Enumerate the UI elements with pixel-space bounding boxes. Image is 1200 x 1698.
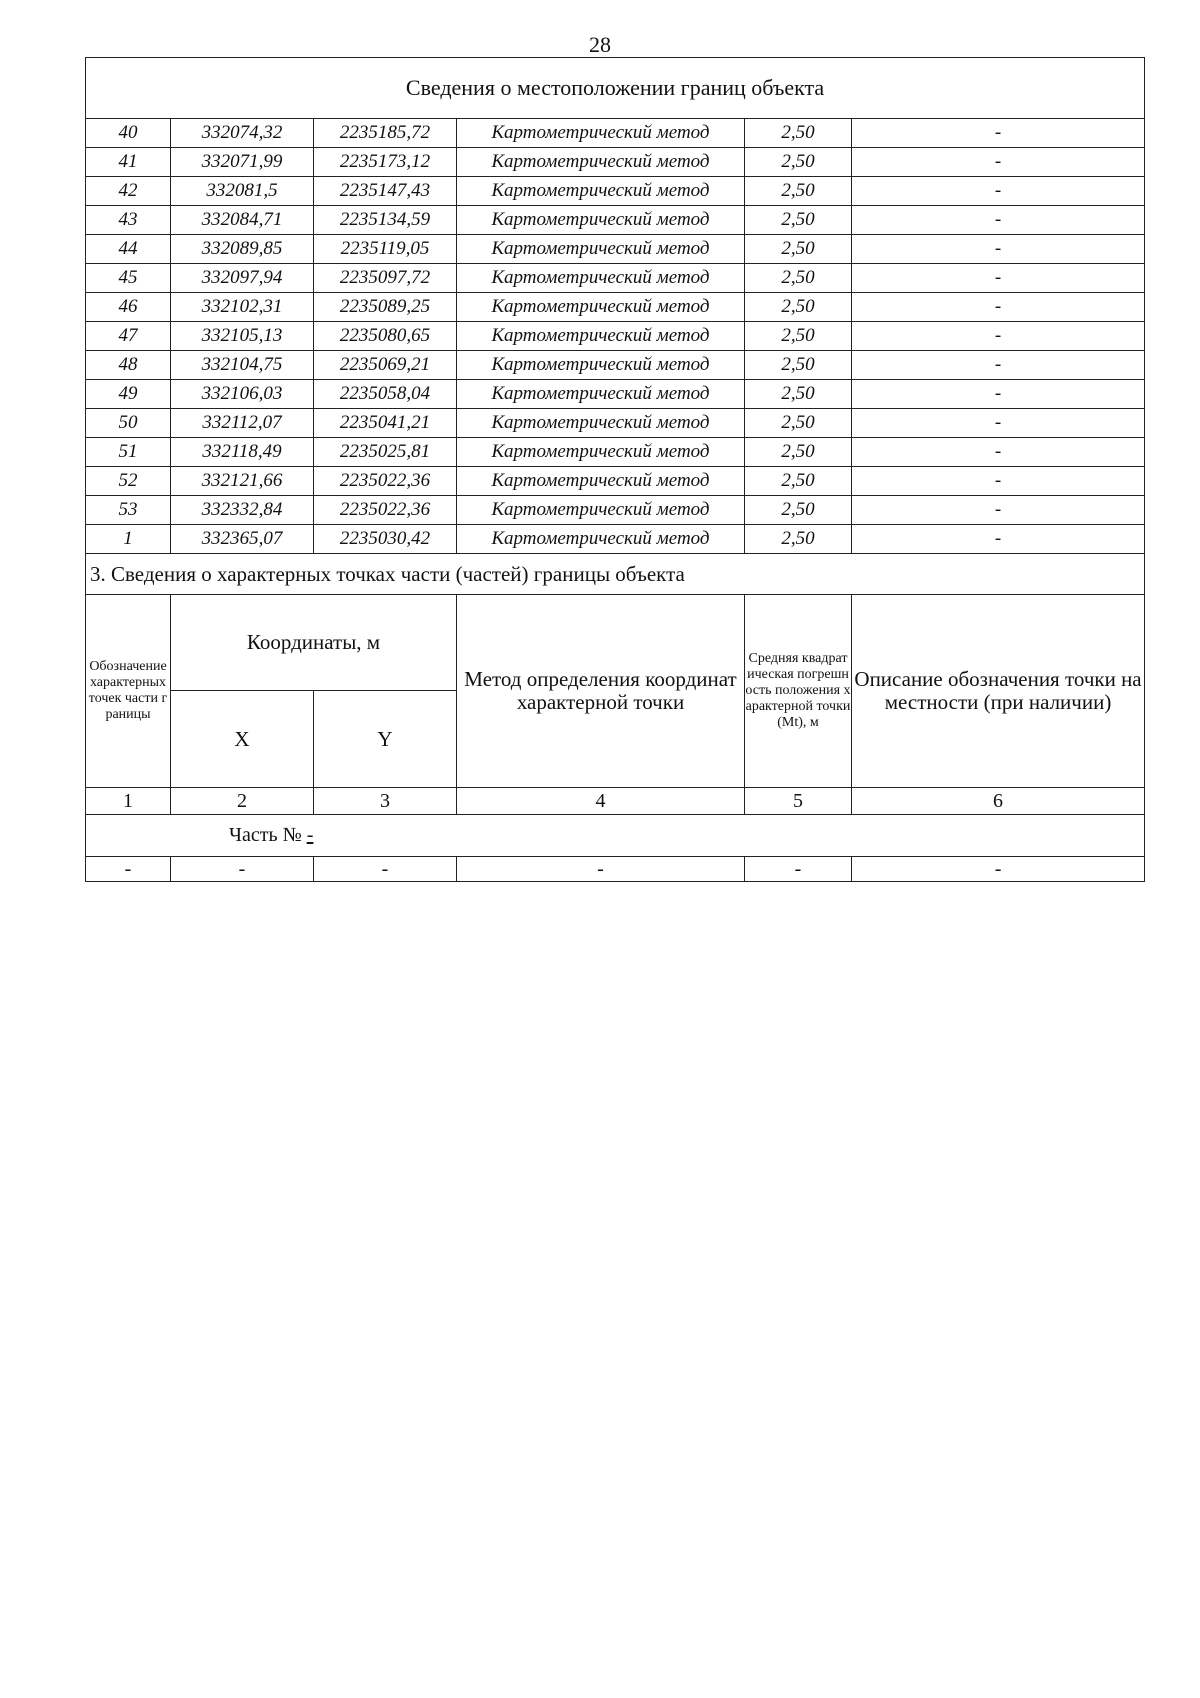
accuracy-cell: 2,50 <box>745 293 852 322</box>
x-coordinate-cell: 332106,03 <box>171 380 314 409</box>
y-coordinate-cell: 2235030,42 <box>314 525 457 554</box>
table-row <box>86 264 1145 293</box>
description-cell: - <box>852 148 1145 177</box>
method-cell: Картометрический метод <box>457 496 745 525</box>
description-cell: - <box>852 322 1145 351</box>
y-coordinate-cell: 2235069,21 <box>314 351 457 380</box>
y-coordinate-cell: 2235119,05 <box>314 235 457 264</box>
x-coordinate-cell: 332104,75 <box>171 351 314 380</box>
empty-part-row <box>86 857 1145 882</box>
table-row <box>86 380 1145 409</box>
x-coordinate-cell: 332365,07 <box>171 525 314 554</box>
accuracy-cell: 2,50 <box>745 351 852 380</box>
method-cell: Картометрический метод <box>457 380 745 409</box>
accuracy-cell: 2,50 <box>745 380 852 409</box>
description-cell: - <box>852 264 1145 293</box>
table-row <box>86 322 1145 351</box>
table-row <box>86 467 1145 496</box>
y-coordinate-cell: 2235080,65 <box>314 322 457 351</box>
table-row <box>86 496 1145 525</box>
description-cell: - <box>852 235 1145 264</box>
accuracy-cell: 2,50 <box>745 119 852 148</box>
y-coordinate-cell: 2235022,36 <box>314 467 457 496</box>
accuracy-cell: 2,50 <box>745 525 852 554</box>
description-cell: - <box>852 525 1145 554</box>
table-row <box>86 119 1145 148</box>
accuracy-cell: 2,50 <box>745 148 852 177</box>
accuracy-cell: 2,50 <box>745 467 852 496</box>
empty-cell: - <box>314 857 457 882</box>
point-number-cell: 52 <box>86 467 171 496</box>
method-cell: Картометрический метод <box>457 235 745 264</box>
header-coordinates: Координаты, м <box>171 595 457 691</box>
y-coordinate-cell: 2235147,43 <box>314 177 457 206</box>
method-cell: Картометрический метод <box>457 351 745 380</box>
y-coordinate-cell: 2235134,59 <box>314 206 457 235</box>
column-number: 6 <box>852 788 1145 815</box>
accuracy-cell: 2,50 <box>745 322 852 351</box>
description-cell: - <box>852 438 1145 467</box>
accuracy-cell: 2,50 <box>745 496 852 525</box>
x-coordinate-cell: 332102,31 <box>171 293 314 322</box>
table-row <box>86 351 1145 380</box>
y-coordinate-cell: 2235185,72 <box>314 119 457 148</box>
description-cell: - <box>852 351 1145 380</box>
method-cell: Картометрический метод <box>457 264 745 293</box>
table-row <box>86 409 1145 438</box>
table-row <box>86 177 1145 206</box>
description-cell: - <box>852 467 1145 496</box>
point-number-cell: 43 <box>86 206 171 235</box>
y-coordinate-cell: 2235097,72 <box>314 264 457 293</box>
x-coordinate-cell: 332332,84 <box>171 496 314 525</box>
x-coordinate-cell: 332074,32 <box>171 119 314 148</box>
description-cell: - <box>852 206 1145 235</box>
method-cell: Картометрический метод <box>457 293 745 322</box>
y-coordinate-cell: 2235041,21 <box>314 409 457 438</box>
accuracy-cell: 2,50 <box>745 409 852 438</box>
x-coordinate-cell: 332097,94 <box>171 264 314 293</box>
section3-row <box>86 554 1145 595</box>
description-cell: - <box>852 119 1145 148</box>
y-coordinate-cell: 2235022,36 <box>314 496 457 525</box>
header-y: Y <box>314 691 457 788</box>
accuracy-cell: 2,50 <box>745 438 852 467</box>
table-title: Сведения о местоположении границ объекта <box>86 58 1145 119</box>
header-description: Описание обозначения точки на местности (при наличии) <box>852 595 1145 788</box>
column-number: 5 <box>745 788 852 815</box>
method-cell: Картометрический метод <box>457 119 745 148</box>
column-number: 4 <box>457 788 745 815</box>
method-cell: Картометрический метод <box>457 409 745 438</box>
method-cell: Картометрический метод <box>457 177 745 206</box>
x-coordinate-cell: 332105,13 <box>171 322 314 351</box>
title-row <box>86 58 1145 119</box>
table-row <box>86 438 1145 467</box>
accuracy-cell: 2,50 <box>745 264 852 293</box>
description-cell: - <box>852 380 1145 409</box>
column-number: 3 <box>314 788 457 815</box>
description-cell: - <box>852 409 1145 438</box>
point-number-cell: 42 <box>86 177 171 206</box>
point-number-cell: 49 <box>86 380 171 409</box>
point-number-cell: 45 <box>86 264 171 293</box>
column-number: 2 <box>171 788 314 815</box>
table-row <box>86 148 1145 177</box>
header-accuracy: Средняя квадратическая погрешность положения характерной точки (Mt), м <box>745 595 852 788</box>
empty-cell: - <box>852 857 1145 882</box>
point-number-cell: 48 <box>86 351 171 380</box>
point-number-cell: 53 <box>86 496 171 525</box>
table-row <box>86 235 1145 264</box>
header-x: X <box>171 691 314 788</box>
empty-cell: - <box>171 857 314 882</box>
empty-cell: - <box>745 857 852 882</box>
header-method: Метод определения координат характерной точки <box>457 595 745 788</box>
part-label: Часть № <box>229 824 302 846</box>
point-number-cell: 41 <box>86 148 171 177</box>
x-coordinate-cell: 332112,07 <box>171 409 314 438</box>
x-coordinate-cell: 332071,99 <box>171 148 314 177</box>
part-row <box>86 815 1145 857</box>
x-coordinate-cell: 332118,49 <box>171 438 314 467</box>
accuracy-cell: 2,50 <box>745 235 852 264</box>
empty-cell: - <box>86 857 171 882</box>
section3-title: 3. Сведения о характерных точках части (частей) границы объекта <box>86 554 1145 595</box>
page-number: 28 <box>589 32 611 57</box>
empty-cell: - <box>457 857 745 882</box>
table-row <box>86 293 1145 322</box>
y-coordinate-cell: 2235058,04 <box>314 380 457 409</box>
description-cell: - <box>852 293 1145 322</box>
x-coordinate-cell: 332121,66 <box>171 467 314 496</box>
method-cell: Картометрический метод <box>457 148 745 177</box>
point-number-cell: 40 <box>86 119 171 148</box>
description-cell: - <box>852 496 1145 525</box>
point-number-cell: 47 <box>86 322 171 351</box>
y-coordinate-cell: 2235173,12 <box>314 148 457 177</box>
point-number-cell: 50 <box>86 409 171 438</box>
y-coordinate-cell: 2235025,81 <box>314 438 457 467</box>
point-number-cell: 1 <box>86 525 171 554</box>
part-number: - <box>306 824 314 846</box>
method-cell: Картометрический метод <box>457 322 745 351</box>
method-cell: Картометрический метод <box>457 438 745 467</box>
table-row <box>86 525 1145 554</box>
description-cell: - <box>852 177 1145 206</box>
y-coordinate-cell: 2235089,25 <box>314 293 457 322</box>
method-cell: Картометрический метод <box>457 206 745 235</box>
method-cell: Картометрический метод <box>457 525 745 554</box>
part-label-cell <box>86 815 1145 857</box>
x-coordinate-cell: 332084,71 <box>171 206 314 235</box>
boundary-table <box>85 57 1145 882</box>
x-coordinate-cell: 332081,5 <box>171 177 314 206</box>
table-row <box>86 206 1145 235</box>
header-row-1 <box>86 595 1145 691</box>
accuracy-cell: 2,50 <box>745 206 852 235</box>
x-coordinate-cell: 332089,85 <box>171 235 314 264</box>
column-numbers-row <box>86 788 1145 815</box>
column-number: 1 <box>86 788 171 815</box>
header-designation: Обозначение характерных точек части границы <box>86 595 171 788</box>
point-number-cell: 44 <box>86 235 171 264</box>
point-number-cell: 51 <box>86 438 171 467</box>
method-cell: Картометрический метод <box>457 467 745 496</box>
accuracy-cell: 2,50 <box>745 177 852 206</box>
point-number-cell: 46 <box>86 293 171 322</box>
